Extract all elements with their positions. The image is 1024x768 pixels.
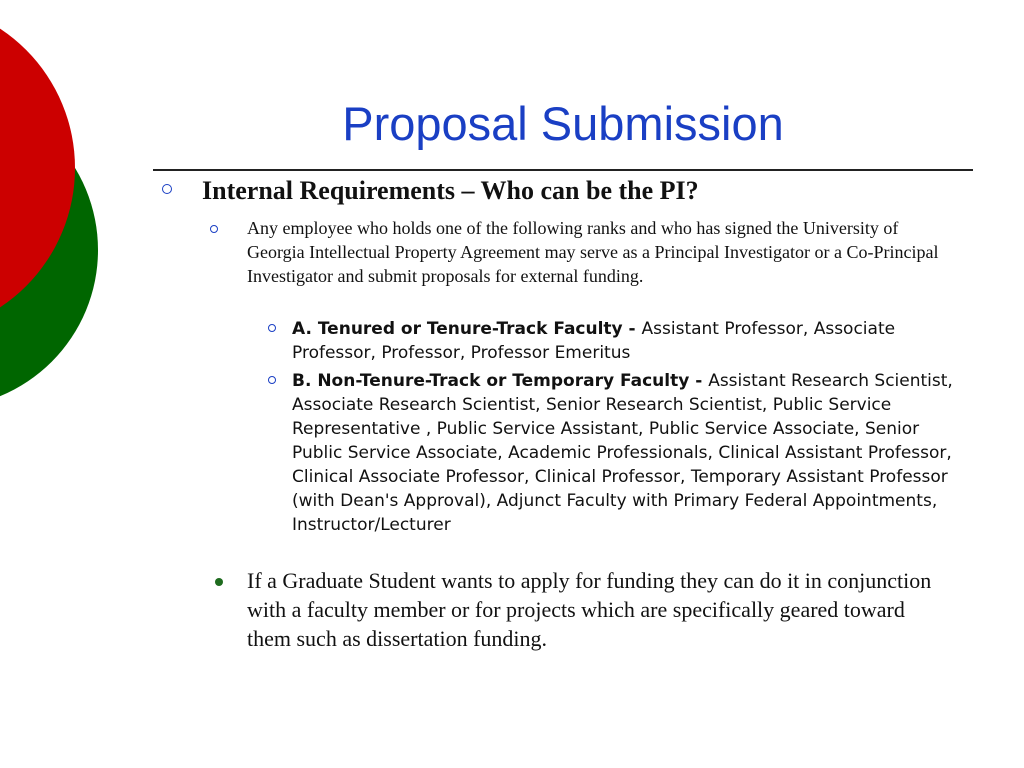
category-a-lead: A. Tenured or Tenure-Track Faculty - [292, 319, 642, 339]
intro-text: Any employee who holds one of the following ranks and who has signed the University of Georgia Intellectual Property Agreement may serve as a Principal Investigator or a Co-Principal Investigator and submit proposals for external funding. [247, 218, 939, 286]
decorative-circles [0, 0, 110, 420]
graduate-note-text: If a Graduate Student wants to apply for funding they can do it in conjunction with a faculty member or for projects which are specifically geared toward them such as dissertation funding. [247, 568, 932, 651]
title-divider [153, 169, 973, 171]
hollow-circle-bullet-icon [210, 225, 218, 233]
section-heading: Internal Requirements – Who can be the PI? [202, 176, 699, 205]
category-a-ranks: Assistant Professor, Associate Professor, Professor, Professor Emeritus [292, 319, 896, 363]
filled-dot-bullet-icon [215, 578, 223, 586]
category-b-ranks: Assistant Research Scientist, Associate Research Scientist, Senior Research Scientist, Public Service Representative , Public Service Assistant, Public Service Associate, Senior Public Service Associate, Academic Professionals, Clinical Assistant Professor, Clinical Associate Professor, Clinical Professor, Temporary Assistant Professor (with Dean's Approval), Adjunct Faculty with Primary Federal Appointments, Instructor/Lecturer [292, 371, 953, 535]
hollow-circle-bullet-icon [268, 376, 276, 384]
hollow-circle-bullet-icon [162, 184, 172, 194]
slide-title: Proposal Submission [342, 97, 784, 150]
category-b-lead: B. Non-Tenure-Track or Temporary Faculty - [292, 371, 709, 391]
hollow-circle-bullet-icon [268, 324, 276, 332]
category-a-text [292, 317, 960, 365]
category-b-text [292, 369, 960, 537]
